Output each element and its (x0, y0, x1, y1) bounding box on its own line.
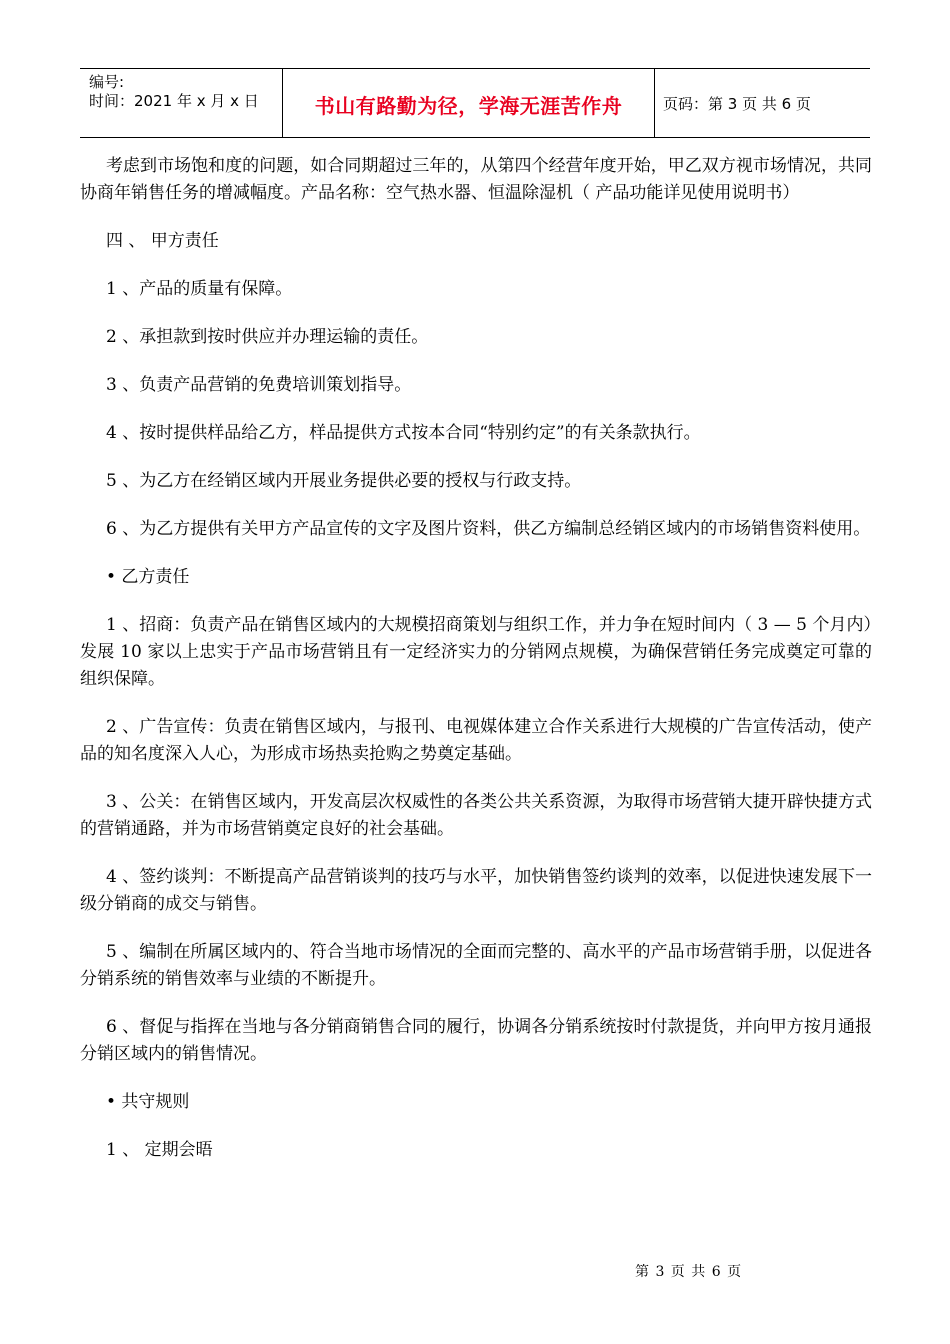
party-b-item-3: 3 、公关：在销售区域内，开发高层次权威性的各类公共关系资源，为取得市场营销大捷开辟快捷方式的营销通路，并为市场营销奠定良好的社会基础。 (80, 792, 872, 839)
header-page-cell (655, 69, 870, 137)
party-a-item-6: 6 、为乙方提供有关甲方产品宣传的文字及图片资料，供乙方编制总经销区域内的市场销售资料使用。 (106, 519, 871, 539)
party-a-item-4: 4 、按时提供样品给乙方，样品提供方式按本合同“特别约定”的有关条款执行。 (106, 423, 701, 443)
section-heading-party-a: 四 、 甲方责任 (106, 231, 219, 251)
document-number-label: 编号: (89, 73, 125, 91)
party-a-item-3: 3 、负责产品营销的免费培训策划指导。 (106, 375, 412, 395)
party-b-item-1: 1 、招商：负责产品在销售区域内的大规模招商策划与组织工作，并力争在短时间内（ 3 — 5 个月内）发展 10 家以上忠实于产品市场营销且有一定经济实力的分销网点规模，为确保营销任务完成奠定可靠的组织保障。 (80, 615, 872, 689)
header-table (80, 68, 870, 138)
section-heading-common-rules: • 共守规则 (106, 1092, 190, 1112)
header-motto-cell (283, 69, 655, 137)
section-heading-party-b: • 乙方责任 (106, 567, 190, 587)
paragraph-market-saturation: 考虑到市场饱和度的问题，如合同期超过三年的，从第四个经营年度开始，甲乙双方视市场情况，共同协商年销售任务的增减幅度。产品名称：空气热水器、恒温除湿机（ 产品功能详见使用说明书） (80, 156, 872, 203)
party-b-item-4: 4 、签约谈判：不断提高产品营销谈判的技巧与水平，加快销售签约谈判的效率，以促进快速发展下一级分销商的成交与销售。 (80, 867, 872, 914)
document-body (80, 153, 872, 1185)
party-a-item-2: 2 、承担款到按时供应并办理运输的责任。 (106, 327, 429, 347)
party-b-item-6: 6 、督促与指挥在当地与各分销商销售合同的履行，协调各分销系统按时付款提货，并向甲方按月通报分销区域内的销售情况。 (80, 1017, 872, 1064)
header-meta-cell (80, 69, 283, 137)
document-date-label: 时间：2021 年 x 月 x 日 (89, 92, 259, 110)
common-rules-item-1: 1 、 定期会晤 (106, 1140, 213, 1160)
footer-page-number: 第 3 页 共 6 页 (635, 1264, 743, 1280)
header-page-number: 页码：第 3 页 共 6 页 (663, 94, 811, 113)
party-a-item-1: 1 、产品的质量有保障。 (106, 279, 293, 299)
header-motto: 书山有路勤为径，学海无涯苦作舟 (314, 93, 623, 118)
party-b-item-2: 2 、广告宣传：负责在销售区域内，与报刊、电视媒体建立合作关系进行大规模的广告宣传活动，使产品的知名度深入人心，为形成市场热卖抢购之势奠定基础。 (80, 717, 872, 764)
party-a-item-5: 5 、为乙方在经销区域内开展业务提供必要的授权与行政支持。 (106, 471, 582, 491)
party-b-item-5: 5 、编制在所属区域内的、符合当地市场情况的全面而完整的、高水平的产品市场营销手册，以促进各分销系统的销售效率与业绩的不断提升。 (80, 942, 872, 989)
